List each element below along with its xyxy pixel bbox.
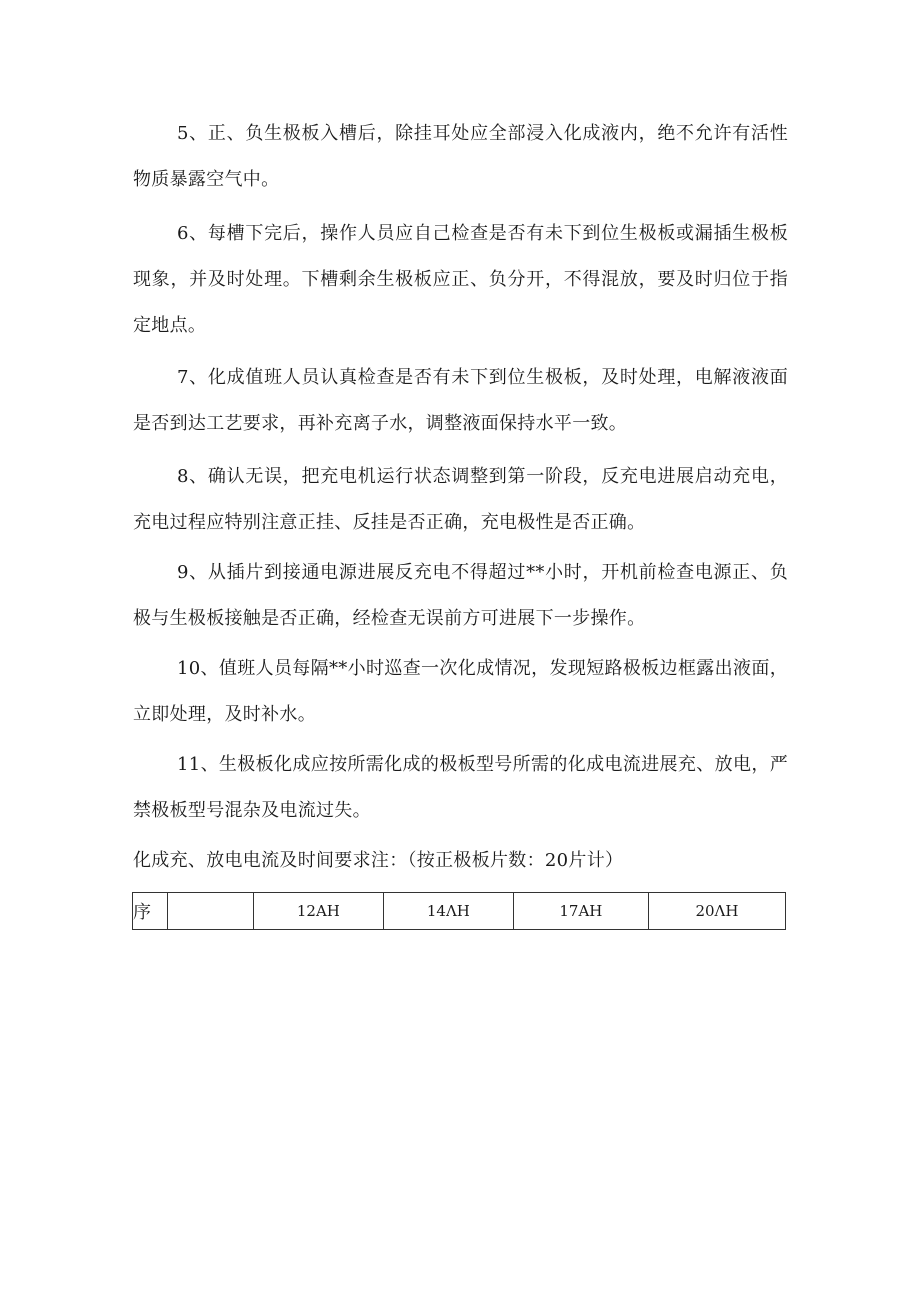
paragraph-5: 5、正、负生极板入槽后，除挂耳处应全部浸入化成液内，绝不允许有活性物质暴露空气中。 xyxy=(133,123,788,190)
paragraph-8: 8、确认无误，把充电机运行状态调整到第一阶段，反充电进展启动充电，充电过程应特别注意正挂、反挂是否正确，充电极性是否正确。 xyxy=(133,466,788,533)
table-header-row xyxy=(133,893,786,930)
paragraph-10: 10、值班人员每隔**小时巡查一次化成情况，发现短路极板边框露出液面，立即处理，及时补水。 xyxy=(133,658,788,725)
paragraph-11: 11、生极板化成应按所需化成的极板型号所需的化成电流进展充、放电，严禁极板型号混杂及电流过失。 xyxy=(133,754,788,821)
header-cell-20ah: 20ΛH xyxy=(648,893,785,930)
header-cell-14ah: 14ΛH xyxy=(383,893,513,930)
table-caption-note: 化成充、放电电流及时间要求注：（按正极板片数：20片计） xyxy=(133,850,624,871)
header-cell-index: 序 xyxy=(133,893,168,930)
header-cell-blank xyxy=(168,893,254,930)
paragraph-7: 7、化成值班人员认真检查是否有未下到位生极板，及时处理，电解液液面是否到达工艺要求，再补充离子水，调整液面保持水平一致。 xyxy=(133,367,788,434)
paragraph-9: 9、从插片到接通电源进展反充电不得超过**小时，开机前检查电源正、负极与生极板接触是否正确，经检查无误前方可进展下一步操作。 xyxy=(133,562,788,629)
header-cell-17ah: 17AH xyxy=(513,893,648,930)
current-spec-table xyxy=(132,892,786,930)
header-cell-12ah: 12AH xyxy=(253,893,383,930)
paragraph-6: 6、每槽下完后，操作人员应自己检查是否有未下到位生极板或漏插生极板现象，并及时处理。下槽剩余生极板应正、负分开，不得混放，要及时归位于指定地点。 xyxy=(133,223,788,336)
